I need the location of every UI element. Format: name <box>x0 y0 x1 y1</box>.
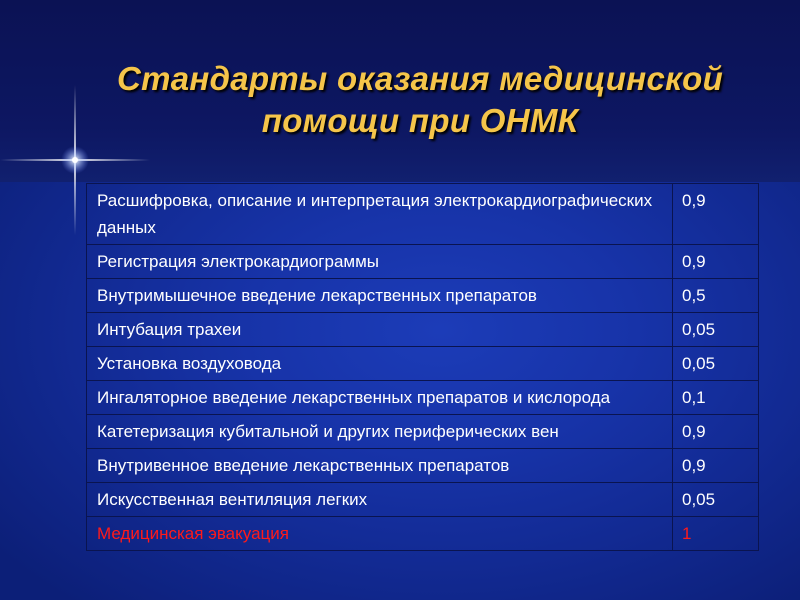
table-row <box>87 313 759 347</box>
slide-title-line-2: помощи при ОНМК <box>261 102 579 139</box>
service-name-cell: Внутримышечное введение лекарственных препаратов <box>87 279 673 313</box>
service-name-cell: Расшифровка, описание и интерпретация электрокардиографических данных <box>87 184 673 245</box>
slide-title-line-1: Стандарты оказания медицинской <box>116 60 724 97</box>
slide-title <box>0 58 800 142</box>
frequency-cell: 0,05 <box>673 313 759 347</box>
service-name-cell: Катетеризация кубитальной и других периферических вен <box>87 415 673 449</box>
frequency-cell: 0,5 <box>673 279 759 313</box>
frequency-cell: 0,9 <box>673 245 759 279</box>
service-name-cell: Внутривенное введение лекарственных препаратов <box>87 449 673 483</box>
service-name-cell: Ингаляторное введение лекарственных препаратов и кислорода <box>87 381 673 415</box>
service-name-cell: Медицинская эвакуация <box>87 517 673 551</box>
frequency-cell: 0,9 <box>673 415 759 449</box>
frequency-cell: 0,9 <box>673 184 759 245</box>
table-row <box>87 483 759 517</box>
table-row <box>87 381 759 415</box>
standards-table <box>86 183 759 551</box>
frequency-cell: 0,05 <box>673 483 759 517</box>
service-name-cell: Регистрация электрокардиограммы <box>87 245 673 279</box>
table-row <box>87 347 759 381</box>
service-name-cell: Установка воздуховода <box>87 347 673 381</box>
standards-table-container <box>86 183 758 551</box>
table-row <box>87 184 759 245</box>
table-row <box>87 279 759 313</box>
frequency-cell: 1 <box>673 517 759 551</box>
table-row <box>87 245 759 279</box>
frequency-cell: 0,05 <box>673 347 759 381</box>
frequency-cell: 0,9 <box>673 449 759 483</box>
service-name-cell: Интубация трахеи <box>87 313 673 347</box>
table-row <box>87 449 759 483</box>
frequency-cell: 0,1 <box>673 381 759 415</box>
table-row <box>87 415 759 449</box>
service-name-cell: Искусственная вентиляция легких <box>87 483 673 517</box>
table-row-highlighted <box>87 517 759 551</box>
